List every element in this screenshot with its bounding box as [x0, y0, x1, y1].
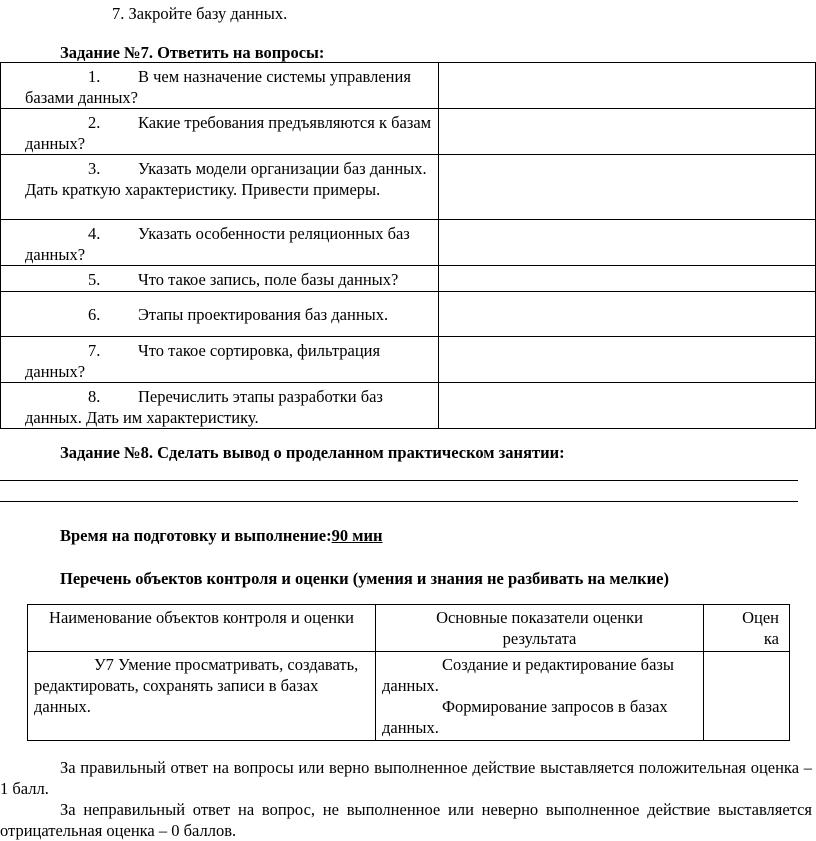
question-cell: [1, 266, 439, 292]
question-cell: [1, 337, 439, 383]
question-number: 2.: [88, 113, 101, 132]
task7-title: Задание №7. Ответить на вопросы:: [60, 43, 325, 62]
task8-title: Задание №8. Сделать вывод о проделанном практическом занятии:: [60, 443, 565, 462]
table-row: [1, 109, 816, 155]
question-number: 6.: [88, 304, 101, 324]
table-row: [1, 337, 816, 383]
question-text: Указать модели организации баз данных. Дать краткую характеристику. Привести примеры.: [25, 159, 427, 199]
answer-cell: [439, 63, 816, 109]
answer-cell: [439, 292, 816, 337]
question-text: Какие требования предъявляются к базам данных?: [25, 113, 432, 153]
object-cell: У7 Умение просматривать, создавать, редактировать, сохранять записи в базах данных.: [28, 652, 376, 741]
indicator-cell: [376, 652, 704, 741]
question-number: 7.: [88, 341, 101, 360]
question-cell: [1, 292, 439, 337]
header-objects: Наименование объектов контроля и оценки: [28, 605, 376, 652]
question-number: 5.: [88, 270, 101, 289]
time-line: [60, 525, 382, 546]
question-text: Этапы проектирования баз данных.: [138, 304, 389, 324]
question-cell: [1, 220, 439, 266]
time-value: 90 мин: [331, 526, 383, 545]
table-row: [1, 383, 816, 429]
question-cell: [1, 155, 439, 220]
question-text: Перечислить этапы разработки баз данных. Дать им характеристику.: [25, 387, 383, 427]
objects-table: [27, 604, 790, 741]
objects-title: Перечень объектов контроля и оценки (умения и знания не разбивать на мелкие): [60, 569, 669, 588]
question-number: 3.: [88, 159, 101, 178]
table-row: [1, 155, 816, 220]
table-row: [1, 266, 816, 292]
header-indicators: Основные показатели оценки результата: [376, 605, 704, 652]
answer-cell: [439, 220, 816, 266]
grade-cell: [704, 652, 790, 741]
table-header-row: [28, 605, 790, 652]
question-text: Что такое сортировка, фильтрация данных?: [25, 341, 381, 381]
question-number: 8.: [88, 387, 101, 406]
scoring-paragraph-negative: За неправильный ответ на вопрос, не выполненное или неверно выполненное действие выставляется отрицательная оценка – 0 баллов.: [0, 800, 812, 840]
answer-line: [0, 501, 798, 502]
table-row: [1, 292, 816, 337]
table-row: [1, 220, 816, 266]
step-7-text: 7. Закройте базу данных.: [112, 4, 288, 23]
indicator-1: Создание и редактирование базы данных.: [382, 655, 674, 695]
answer-cell: [439, 266, 816, 292]
indicator-2: Формирование запросов в базах данных.: [382, 697, 668, 737]
time-label: Время на подготовку и выполнение:: [60, 526, 332, 545]
question-number: 4.: [88, 224, 101, 243]
questions-table: [0, 62, 816, 429]
table-row: [28, 652, 790, 741]
question-text: Указать особенности реляционных баз данных?: [25, 224, 410, 264]
question-text: Что такое запись, поле базы данных?: [138, 270, 399, 289]
question-cell: [1, 63, 439, 109]
question-cell: [1, 109, 439, 155]
answer-cell: [439, 155, 816, 220]
answer-cell: [439, 337, 816, 383]
answer-cell: [439, 109, 816, 155]
table-row: [1, 63, 816, 109]
answer-line: [0, 480, 798, 481]
scoring-paragraph-positive: За правильный ответ на вопросы или верно выполненное действие выставляется положительная оценка – 1 балл.: [0, 758, 812, 798]
question-text: В чем назначение системы управления базами данных?: [25, 67, 411, 107]
question-cell: [1, 383, 439, 429]
question-number: 1.: [88, 67, 101, 86]
answer-cell: [439, 383, 816, 429]
header-grade: Оценка: [704, 605, 790, 652]
